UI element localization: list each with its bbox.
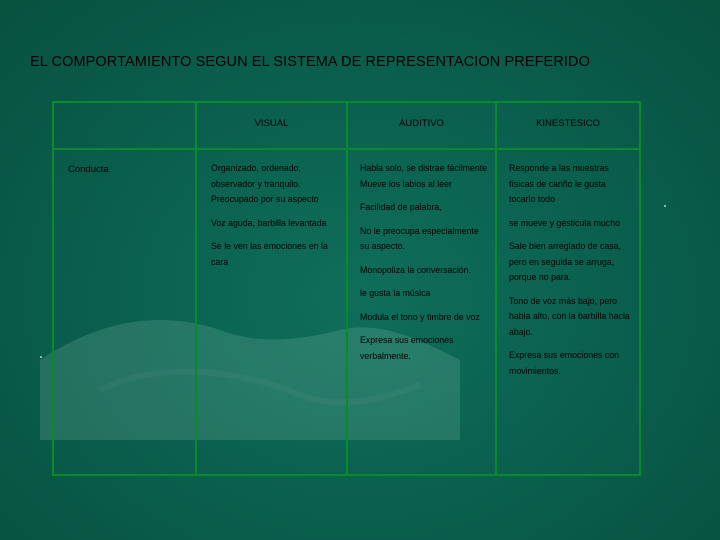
header-visual: VISUAL (254, 118, 289, 129)
kinestesico-item: Sale bien arreglado de casa, pero en seguida se arruga, porque no para. (509, 241, 621, 282)
auditivo-item: Monopoliza la conversación. (360, 264, 472, 275)
slide-title: EL COMPORTAMIENTO SEGUN EL SISTEMA DE REPRESENTACION PREFERIDO (30, 54, 590, 70)
header-kinestesico: KINESTESICO (536, 118, 600, 129)
visual-item: Voz aguda, barbilla levantada (211, 217, 327, 228)
visual-item: Organizado, ordenado, observador y tranquilo. Preocupado por su aspecto (211, 163, 319, 204)
row-label-conducta: Conducta (68, 164, 109, 175)
auditivo-item: Expresa sus emociones verbalmente. (360, 335, 454, 361)
auditivo-item: Facilidad de palabra, (360, 202, 442, 212)
auditivo-item: Modula el tono y timbre de voz (360, 311, 480, 322)
column-divider (195, 103, 197, 474)
visual-item: Se le ven las emociones en la cara (211, 241, 328, 267)
decorative-dot (664, 205, 666, 207)
auditivo-item: Habla solo, se distrae fácilmente Mueve los labios al leer (360, 163, 488, 189)
auditivo-item: le gusta la música (360, 288, 431, 298)
auditivo-cell (360, 161, 488, 372)
behavior-table (52, 101, 641, 476)
kinestesico-item: Responde a las muestras físicas de cariño le gusta tocarlo todo (509, 163, 609, 204)
header-auditivo: AUDITIVO (399, 118, 444, 129)
auditivo-item: No le preocupa especialmente su aspecto. (360, 225, 479, 251)
column-divider (346, 103, 348, 474)
decorative-dot (40, 356, 42, 358)
kinestesico-item: se mueve y gesticula mucho (509, 217, 620, 228)
kinestesico-item: Expresa sus emociones con movimientos. (509, 350, 620, 376)
kinestesico-item: Tono de voz más bajo, pero habla alto, con la barbilla hacia abajo. (509, 295, 630, 337)
visual-cell (211, 161, 341, 278)
kinestesico-cell (509, 161, 633, 387)
column-divider (495, 103, 497, 474)
